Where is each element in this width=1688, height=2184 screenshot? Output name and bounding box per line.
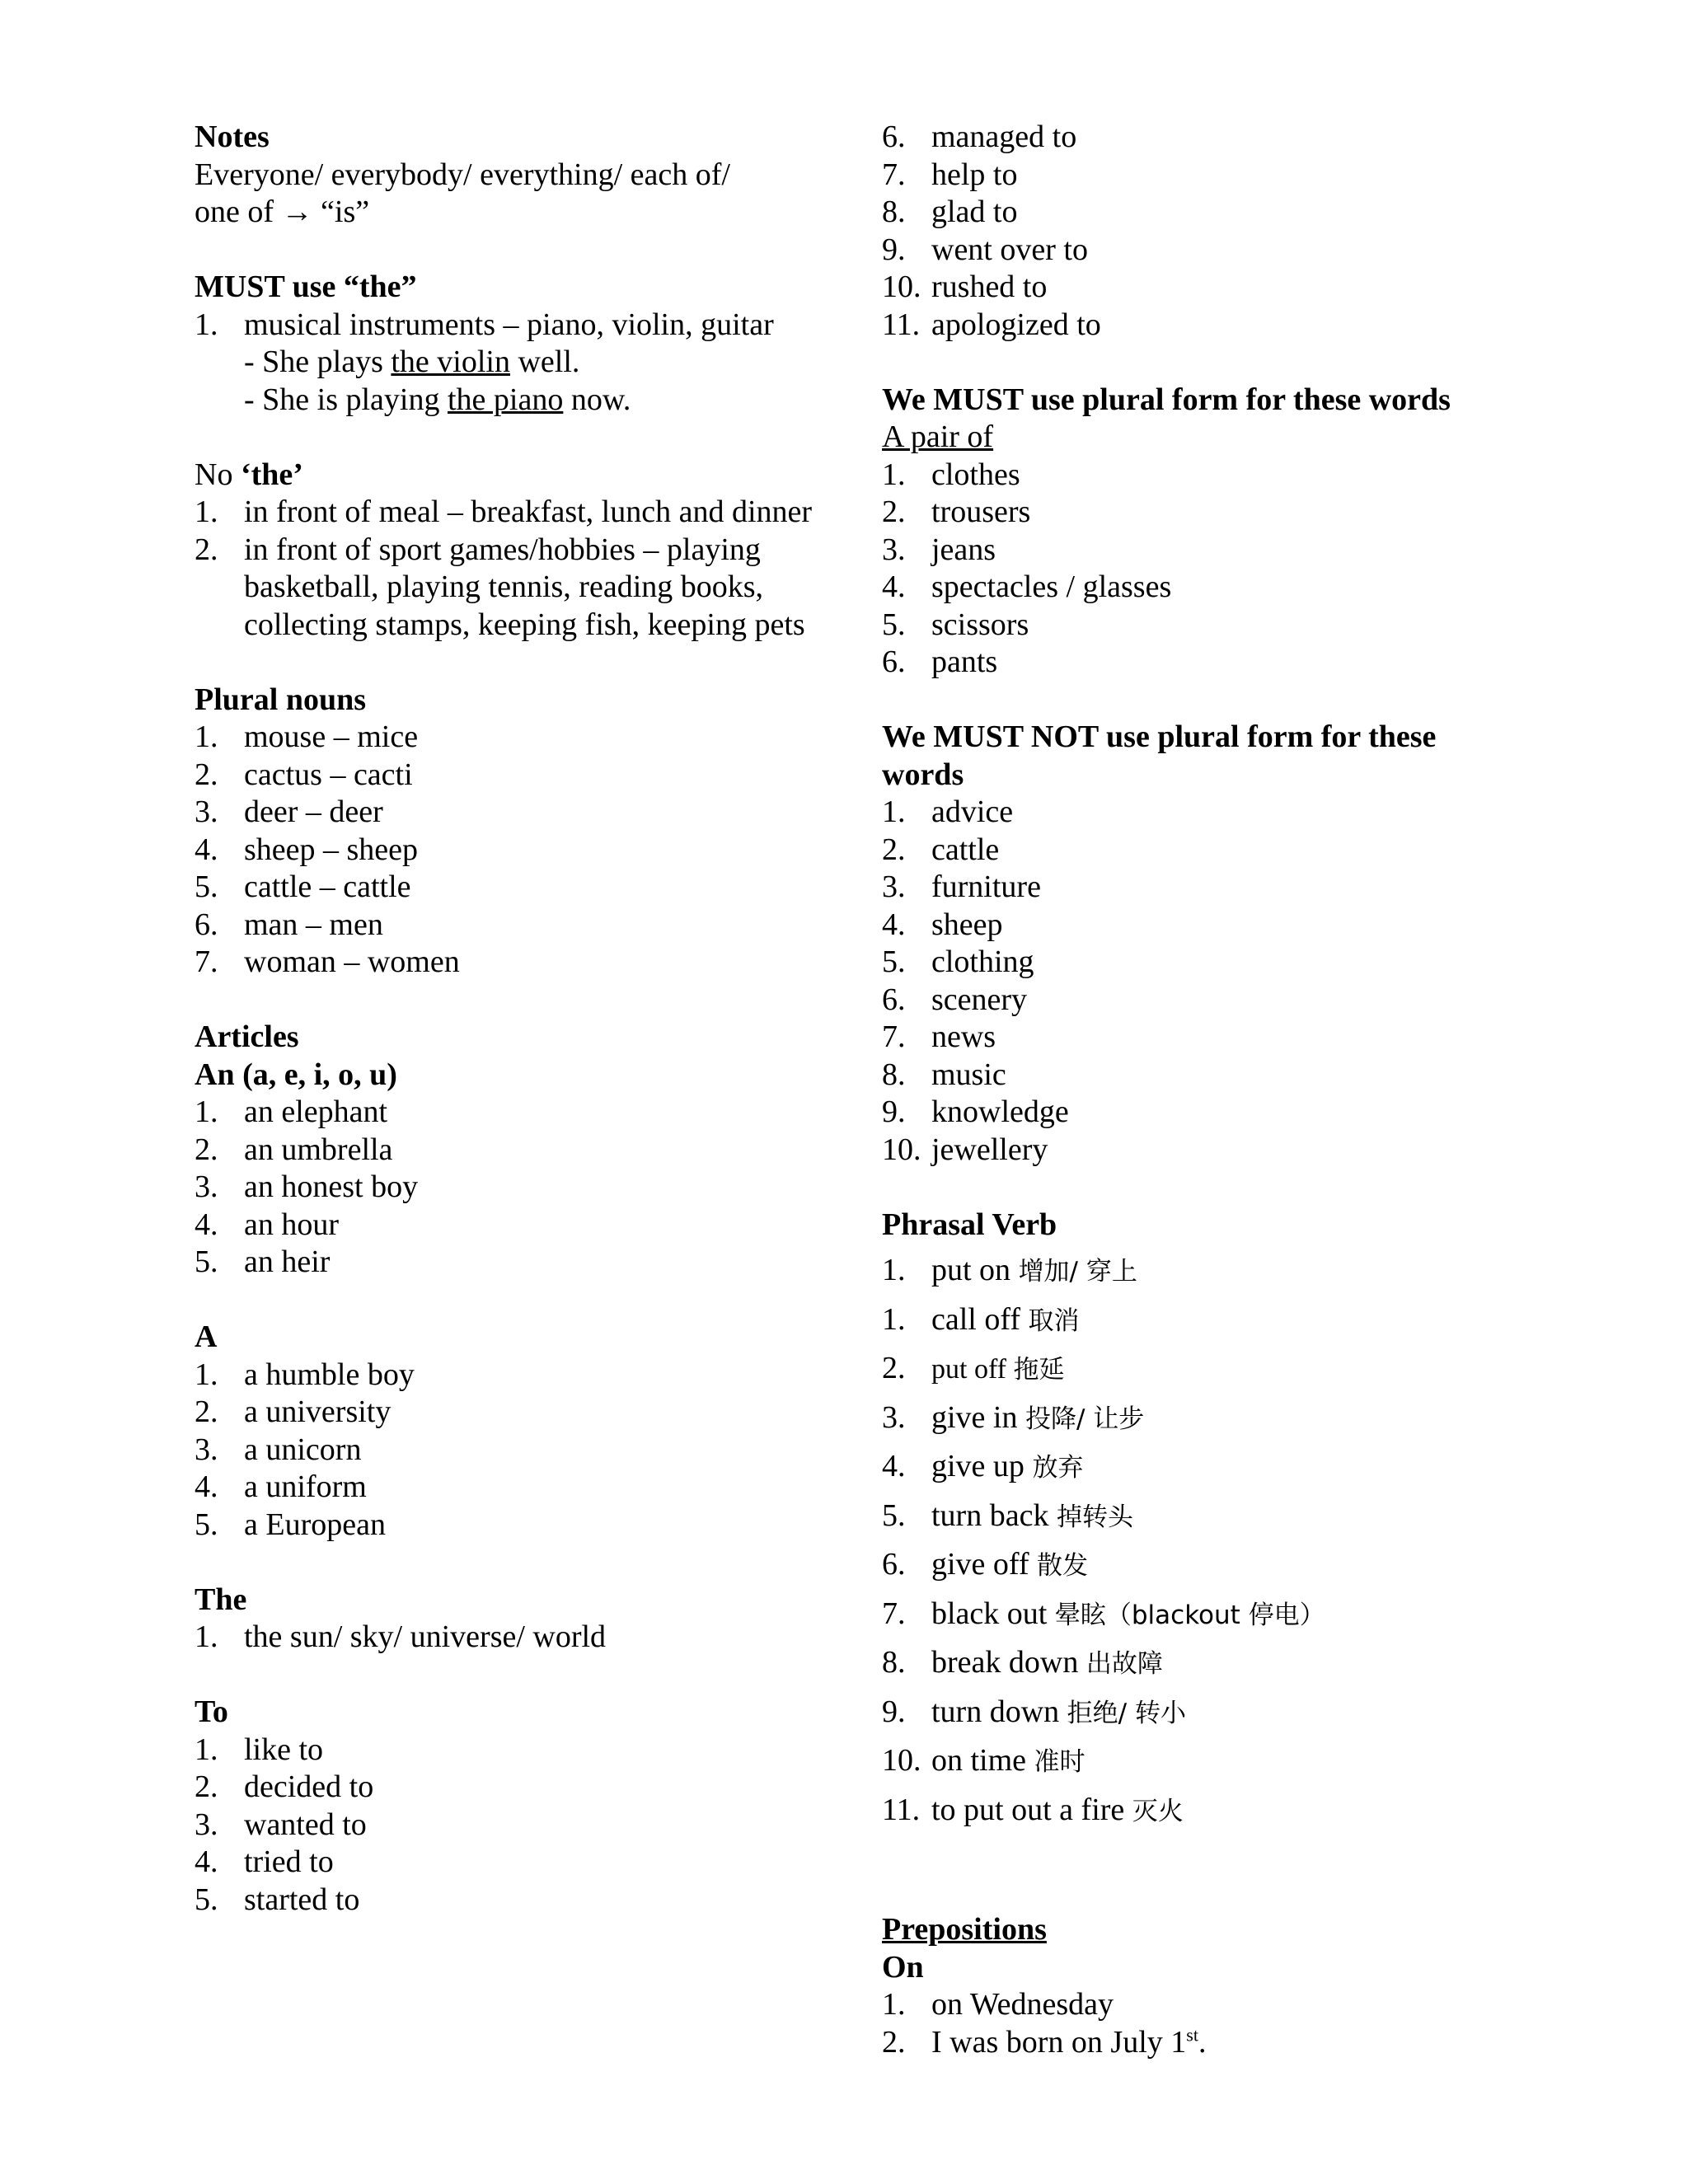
- to-continued-list: [882, 119, 1508, 344]
- plural-must-section: [882, 382, 1508, 682]
- plural-must-heading: We MUST use plural form for these words: [882, 382, 1451, 417]
- phrase-chinese: 灭火: [1132, 1796, 1184, 1826]
- item-text: sheep: [931, 907, 1003, 942]
- item-number: 5.: [195, 1244, 218, 1279]
- list-item: [195, 1132, 821, 1169]
- item-text: like to: [244, 1732, 324, 1767]
- list-item: [195, 1882, 821, 1919]
- item-number: 2.: [195, 1394, 218, 1429]
- no-the-heading: [195, 457, 821, 494]
- item-number: 2.: [882, 2024, 906, 2060]
- notes-line: one of → “is”: [195, 194, 370, 229]
- item-number: 1.: [882, 457, 906, 492]
- list-item: [882, 119, 1508, 157]
- to-section: [195, 1694, 821, 1919]
- item-text: an elephant: [244, 1094, 388, 1129]
- item-text: [931, 1541, 1508, 1591]
- example-text: - She is playing: [244, 382, 448, 417]
- item-text: spectacles / glasses: [931, 569, 1172, 604]
- item-text: jeans: [931, 532, 996, 567]
- list-item: [195, 1769, 821, 1807]
- item-number: 4.: [195, 1844, 218, 1879]
- item-text: cattle: [931, 832, 1000, 867]
- item-text: in front of meal – breakfast, lunch and dinner: [244, 494, 813, 529]
- item-text: help to: [931, 157, 1018, 192]
- list-item: [882, 1493, 1508, 1542]
- item-text: the sun/ sky/ universe/ world: [244, 1619, 607, 1654]
- item-number: 7.: [195, 944, 218, 979]
- item-text: in front of sport games/hobbies – playing basketball, playing tennis, reading books, collecting stamps, keeping fish, keeping pets: [244, 532, 805, 642]
- list-item: [195, 1244, 821, 1282]
- phrasal-verb-section: [882, 1207, 1508, 1836]
- item-number: 6.: [882, 1547, 906, 1582]
- plural-nouns-list: [195, 719, 821, 982]
- item-number: 4.: [195, 1207, 218, 1242]
- prepositions-list: [882, 1986, 1508, 2061]
- item-number: 3.: [195, 1807, 218, 1842]
- item-text: knowledge: [931, 1094, 1069, 1129]
- item-number: 6.: [195, 907, 218, 942]
- item-text: advice: [931, 794, 1014, 829]
- item-text: mouse – mice: [244, 719, 419, 754]
- to-heading: To: [195, 1694, 228, 1729]
- item-text: a European: [244, 1507, 386, 1542]
- list-item: [195, 1094, 821, 1132]
- phrase-chinese: 掉转头: [1056, 1502, 1133, 1532]
- item-text: [931, 1639, 1508, 1689]
- item-text: news: [931, 1019, 996, 1054]
- phrase-chinese: 拒绝/ 转小: [1067, 1698, 1186, 1728]
- item-number: 1.: [882, 1301, 906, 1337]
- list-item: [195, 532, 821, 644]
- plural-must-not-heading: We MUST NOT use plural form for these words: [882, 719, 1437, 792]
- list-item: [882, 869, 1508, 907]
- the-section: [195, 1582, 821, 1657]
- item-text: an hour: [244, 1207, 340, 1242]
- list-item: [195, 1732, 821, 1769]
- list-item: [882, 794, 1508, 832]
- item-text: clothes: [931, 457, 1020, 492]
- item-number: 2.: [195, 1769, 218, 1804]
- list-item: [882, 644, 1508, 682]
- item-number: 9.: [882, 1094, 906, 1129]
- item-number: 5.: [195, 1882, 218, 1917]
- no-the-section: [195, 457, 821, 644]
- a-section: [195, 1319, 821, 1544]
- list-item: [195, 1207, 821, 1244]
- item-number: 1.: [195, 1357, 218, 1392]
- left-column: [195, 119, 821, 1957]
- list-item: [882, 1443, 1508, 1493]
- item-number: 1.: [195, 1094, 218, 1129]
- list-item: [195, 1507, 821, 1544]
- list-item: [882, 1639, 1508, 1689]
- example-sentence: [195, 344, 821, 382]
- phrase-english: turn back: [931, 1497, 1057, 1533]
- item-text: [931, 1296, 1508, 1346]
- item-text: an umbrella: [244, 1132, 393, 1167]
- item-number: 6.: [882, 982, 906, 1017]
- list-item: [195, 1394, 821, 1432]
- list-item: [195, 1807, 821, 1844]
- list-item: [882, 1737, 1508, 1787]
- item-text: went over to: [931, 232, 1088, 267]
- item-text: on Wednesday: [931, 1987, 1114, 2022]
- heading-plain: No: [195, 457, 241, 492]
- item-text: a humble boy: [244, 1357, 415, 1392]
- phrase-english: on time: [931, 1743, 1034, 1778]
- phrase-chinese: 拖延: [1013, 1355, 1065, 1385]
- to-continued-section: [882, 119, 1508, 344]
- item-text: man – men: [244, 907, 383, 942]
- phrase-chinese: 取消: [1028, 1305, 1080, 1336]
- plural-nouns-section: [195, 682, 821, 982]
- right-column: [882, 119, 1508, 2099]
- list-item: [882, 1541, 1508, 1591]
- item-number: 5.: [882, 944, 906, 979]
- phrase-english: call off: [931, 1301, 1029, 1337]
- item-number: 7.: [882, 1596, 906, 1631]
- item-number: 6.: [882, 644, 906, 679]
- item-number: 2.: [882, 494, 906, 529]
- list-item: [195, 1619, 821, 1657]
- phrase-chinese: 出故障: [1085, 1649, 1163, 1679]
- list-item: [882, 2024, 1508, 2062]
- sentence-end: .: [1198, 2024, 1207, 2060]
- phrase-english: to put out a fire: [931, 1792, 1132, 1827]
- item-number: 1.: [195, 719, 218, 754]
- item-text: scissors: [931, 607, 1029, 642]
- the-heading: The: [195, 1582, 247, 1617]
- example-sentence: [195, 382, 821, 419]
- item-text: glad to: [931, 194, 1018, 229]
- item-text: apologized to: [931, 307, 1101, 342]
- item-number: 4.: [882, 1449, 906, 1483]
- list-item: [195, 494, 821, 532]
- list-item: [882, 907, 1508, 944]
- item-text: started to: [244, 1882, 360, 1917]
- item-text: an honest boy: [244, 1169, 419, 1204]
- item-text: scenery: [931, 982, 1028, 1017]
- item-number: 1.: [882, 1253, 906, 1287]
- item-number: 10.: [882, 1743, 921, 1778]
- item-text: trousers: [931, 494, 1031, 529]
- item-number: 9.: [882, 232, 906, 267]
- item-number: 1.: [195, 307, 218, 342]
- a-heading: A: [195, 1319, 218, 1354]
- item-text: cactus – cacti: [244, 757, 413, 792]
- item-number: 1.: [882, 1987, 906, 2022]
- item-text: [931, 1394, 1508, 1444]
- phrase-chinese: 放弃: [1032, 1453, 1084, 1483]
- a-list: [195, 1357, 821, 1544]
- plural-nouns-heading: Plural nouns: [195, 682, 367, 717]
- item-number: 11.: [882, 1792, 921, 1827]
- to-list: [195, 1732, 821, 1919]
- item-number: 3.: [882, 1399, 906, 1435]
- item-number: 8.: [882, 1645, 906, 1680]
- example-text: well.: [509, 344, 580, 379]
- articles-section: [195, 1019, 821, 1282]
- list-item: [195, 832, 821, 869]
- notes-heading: Notes: [195, 120, 270, 154]
- no-the-list: [195, 494, 821, 644]
- item-text: tried to: [244, 1844, 334, 1879]
- articles-list: [195, 1094, 821, 1282]
- plural-must-not-list: [882, 794, 1508, 1169]
- item-number: 3.: [882, 532, 906, 567]
- list-item: [195, 719, 821, 757]
- item-number: 1.: [195, 494, 218, 529]
- item-number: 4.: [195, 1469, 218, 1504]
- item-number: 2.: [195, 757, 218, 792]
- articles-subheading: An (a, e, i, o, u): [195, 1057, 397, 1092]
- list-item: [195, 794, 821, 832]
- phrase-english: break down: [931, 1645, 1086, 1680]
- list-item: [882, 1787, 1508, 1836]
- list-item: [882, 1094, 1508, 1132]
- item-text: furniture: [931, 869, 1041, 904]
- item-text: deer – deer: [244, 794, 383, 829]
- list-item: [882, 1394, 1508, 1444]
- item-text: [931, 1493, 1508, 1542]
- plural-must-not-section: [882, 719, 1508, 1169]
- item-text: [931, 1345, 1508, 1394]
- list-item: [882, 269, 1508, 307]
- example-underlined: the violin: [391, 344, 510, 379]
- list-item: [195, 307, 821, 344]
- phrasal-verb-heading: Phrasal Verb: [882, 1207, 1057, 1242]
- plural-must-subheading: A pair of: [882, 419, 994, 454]
- list-item: [882, 157, 1508, 194]
- prepositions-subheading: On: [882, 1949, 924, 1985]
- item-number: 5.: [195, 869, 218, 904]
- item-number: 3.: [195, 794, 218, 829]
- list-item: [882, 457, 1508, 494]
- item-number: 2.: [195, 1132, 218, 1167]
- list-item: [882, 307, 1508, 344]
- list-item: [882, 232, 1508, 269]
- item-number: 3.: [195, 1432, 218, 1467]
- list-item: [882, 607, 1508, 644]
- list-item: [882, 944, 1508, 982]
- list-item: [195, 1432, 821, 1469]
- list-item: [882, 832, 1508, 869]
- phrase-chinese: 散发: [1037, 1551, 1089, 1581]
- item-text: rushed to: [931, 269, 1048, 304]
- list-item: [195, 944, 821, 982]
- item-text: cattle – cattle: [244, 869, 411, 904]
- must-use-the-heading: MUST use “the”: [195, 269, 417, 304]
- item-number: 4.: [195, 832, 218, 867]
- item-text: musical instruments – piano, violin, guitar: [244, 307, 774, 342]
- list-item: [882, 1296, 1508, 1346]
- item-number: 7.: [882, 157, 906, 192]
- item-text: woman – women: [244, 944, 460, 979]
- phrase-chinese: 准时: [1034, 1747, 1085, 1777]
- list-item: [195, 869, 821, 907]
- item-text: [931, 1689, 1508, 1738]
- list-item: [195, 1844, 821, 1882]
- prepositions-heading: Prepositions: [882, 1912, 1047, 1947]
- item-text: a uniform: [244, 1469, 367, 1504]
- list-item: [882, 1019, 1508, 1057]
- example-underlined: the piano: [447, 382, 564, 417]
- item-text: a university: [244, 1394, 392, 1429]
- list-item: [882, 1689, 1508, 1738]
- notes-line: Everyone/ everybody/ everything/ each of/: [195, 157, 730, 192]
- item-text: a unicorn: [244, 1432, 362, 1467]
- list-item: [195, 1357, 821, 1394]
- item-number: 11.: [882, 307, 921, 342]
- item-text: pants: [931, 644, 998, 679]
- the-list: [195, 1619, 821, 1657]
- list-item: [195, 757, 821, 794]
- list-item: [882, 1247, 1508, 1296]
- list-item: [882, 569, 1508, 607]
- phrase-english: give in: [931, 1399, 1025, 1435]
- phrase-chinese: 晕眩（blackout 停电）: [1054, 1600, 1325, 1630]
- phrase-chinese: 增加/ 穿上: [1018, 1257, 1137, 1286]
- item-text: wanted to: [244, 1807, 367, 1842]
- item-text: jewellery: [931, 1132, 1048, 1167]
- item-number: 7.: [882, 1019, 906, 1054]
- list-item: [195, 907, 821, 944]
- list-item: [882, 982, 1508, 1019]
- phrase-english: turn down: [931, 1694, 1067, 1729]
- item-number: 2.: [882, 1351, 906, 1385]
- item-number: 1.: [195, 1732, 218, 1767]
- item-text: [931, 1443, 1508, 1493]
- list-item: [882, 1345, 1508, 1394]
- item-text: [931, 1591, 1508, 1640]
- item-number: 4.: [882, 907, 906, 942]
- phrasal-verb-list: [882, 1247, 1508, 1835]
- prepositions-section: [882, 1911, 1508, 2061]
- item-number: 10.: [882, 1132, 921, 1167]
- item-text: an heir: [244, 1244, 331, 1279]
- item-text: decided to: [244, 1769, 374, 1804]
- list-item: [882, 1986, 1508, 2024]
- articles-heading: Articles: [195, 1019, 299, 1054]
- item-number: 8.: [882, 194, 906, 229]
- example-text: now.: [563, 382, 631, 417]
- item-number: 9.: [882, 1694, 906, 1729]
- list-item: [882, 532, 1508, 569]
- item-number: 3.: [882, 869, 906, 904]
- item-text: [931, 1247, 1508, 1296]
- list-item: [882, 1057, 1508, 1094]
- item-text: sheep – sheep: [244, 832, 419, 867]
- ordinal-suffix: st: [1186, 2023, 1198, 2045]
- plural-must-list: [882, 457, 1508, 682]
- item-number: 6.: [882, 120, 906, 154]
- sentence-text: I was born on July 1: [931, 2024, 1187, 2060]
- item-number: 2.: [195, 532, 218, 567]
- must-use-the-list: [195, 307, 821, 344]
- item-text: [931, 1787, 1508, 1836]
- item-number: 5.: [882, 607, 906, 642]
- item-number: 5.: [195, 1507, 218, 1542]
- list-item: [882, 194, 1508, 232]
- item-text: [931, 1737, 1508, 1787]
- list-item: [882, 494, 1508, 532]
- item-text: clothing: [931, 944, 1034, 979]
- example-text: - She plays: [244, 344, 392, 379]
- item-text: managed to: [931, 120, 1077, 154]
- item-number: 10.: [882, 269, 921, 304]
- phrase-chinese: 投降/ 让步: [1025, 1404, 1145, 1434]
- item-text: music: [931, 1057, 1006, 1092]
- list-item: [195, 1469, 821, 1507]
- item-text: [931, 2024, 1508, 2062]
- notes-section: [195, 119, 821, 232]
- item-number: 2.: [882, 832, 906, 867]
- list-item: [882, 1591, 1508, 1640]
- phrase-english: give up: [931, 1449, 1033, 1483]
- phrase-english: black out: [931, 1596, 1055, 1631]
- phrase-english: put off: [931, 1354, 1014, 1385]
- heading-bold: ‘the’: [240, 457, 303, 492]
- item-number: 3.: [195, 1169, 218, 1204]
- list-item: [195, 1169, 821, 1207]
- item-number: 4.: [882, 569, 906, 604]
- must-use-the-section: [195, 269, 821, 419]
- item-number: 1.: [195, 1619, 218, 1654]
- item-number: 1.: [882, 794, 906, 829]
- list-item: [882, 1132, 1508, 1169]
- phrase-english: give off: [931, 1547, 1038, 1582]
- item-number: 8.: [882, 1057, 906, 1092]
- item-number: 5.: [882, 1497, 906, 1533]
- phrase-english: put on: [931, 1253, 1019, 1287]
